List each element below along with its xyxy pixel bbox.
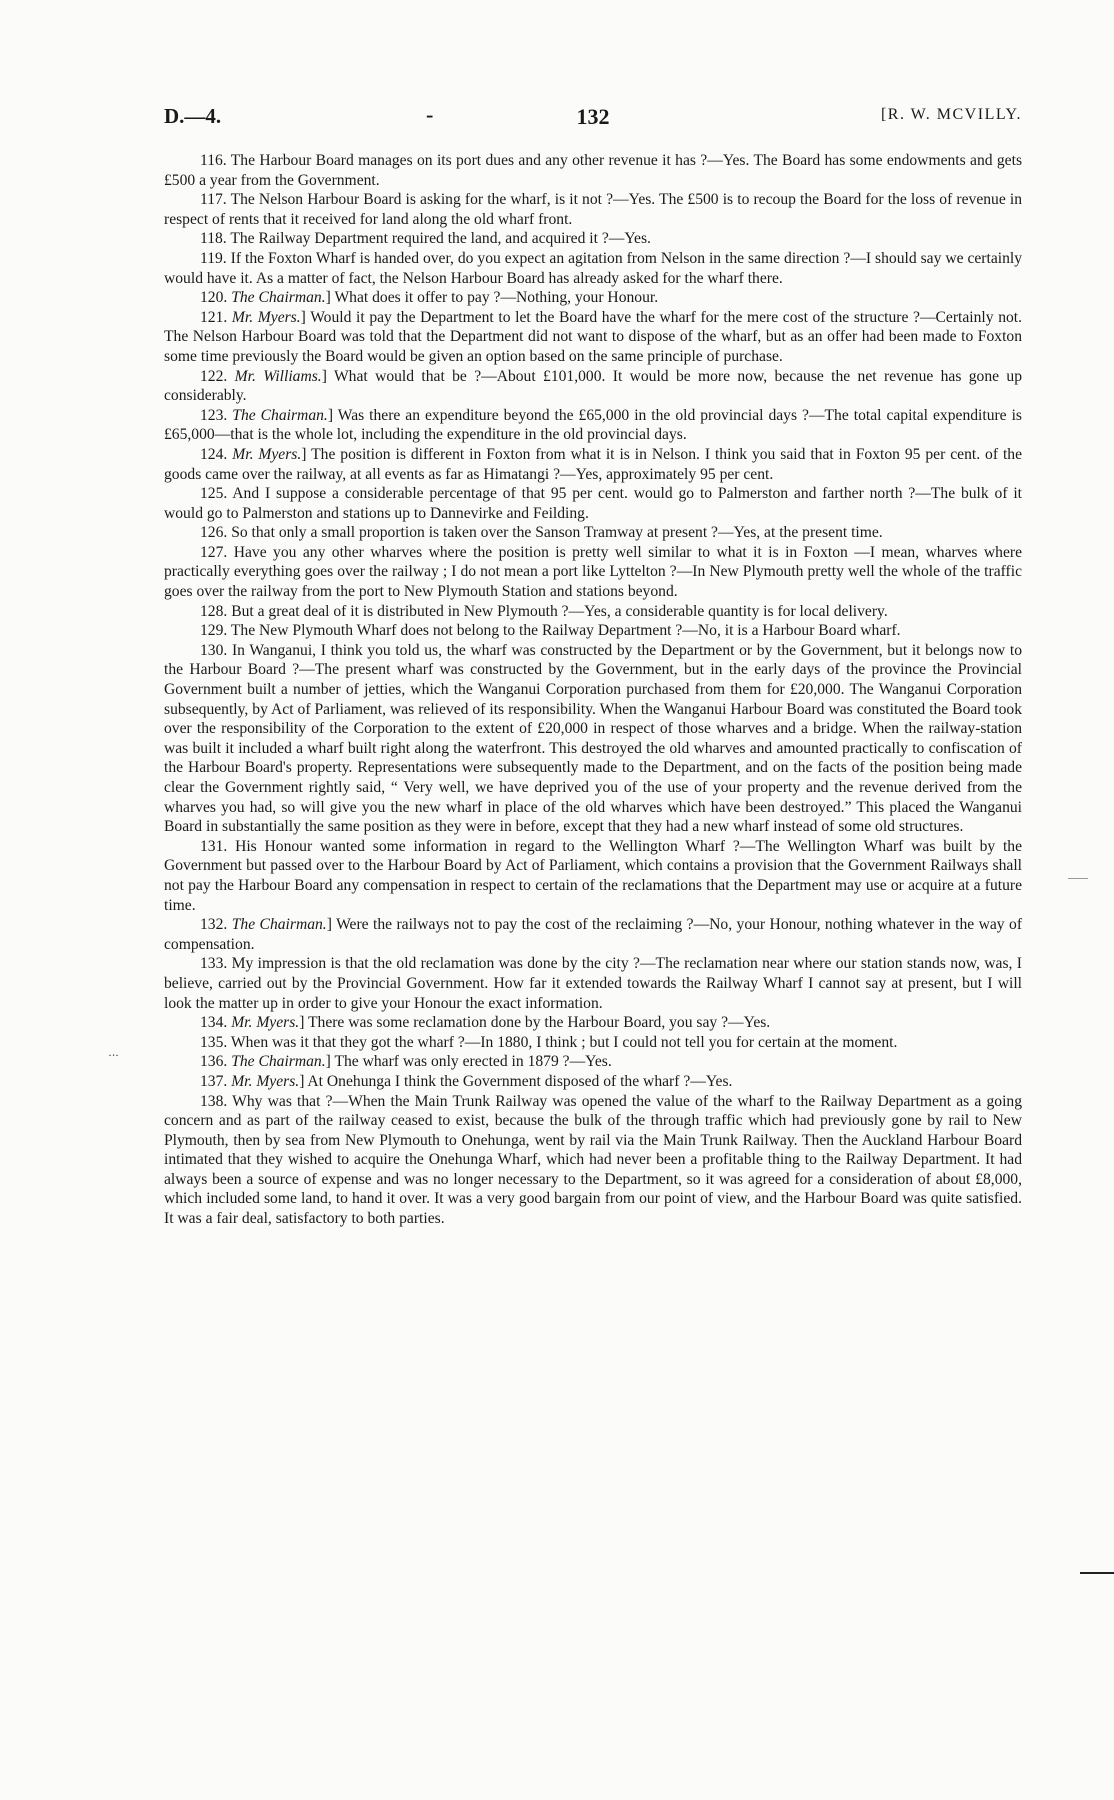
question-number: 126. [200, 524, 232, 542]
question-text: Would it pay the Department to let the Board have the wharf for the mere cost of the structure ?—Certainly not. The Nelson Harbour Board was told that the Department did not want to dispose of the wharf, but as an offer had been made to Foxton some time previously the Board would be given an option based on the same principle of purchase. [164, 308, 1023, 365]
page-header [164, 104, 1022, 134]
question-paragraph: 122. Mr. Williams.] What would that be ?—About £101,000. It would be more now, because the net revenue has gone up considerably. [164, 367, 1023, 405]
margin-scratch [1068, 878, 1088, 879]
question-number: 118. [200, 230, 231, 248]
speaker-name: Mr. Williams. [234, 367, 322, 385]
question-text: The position is different in Foxton from what it is in Nelson. I think you said that in Foxton 95 per cent. of the goods came over the railway, at all events as far as Himatangi ?—Yes, approximately 95 per cent. [164, 445, 1023, 483]
question-text: Have you any other wharves where the position is pretty well similar to what it is in Foxton —I mean, wharves where practically everything goes over the railway ; I do not mean a port like Lyttelton ?—In New Plymouth pretty well the whole of the traffic goes over the railway from the port to New Plymouth Station and stations beyond. [164, 543, 1023, 601]
question-paragraph: 136. The Chairman.] The wharf was only erected in 1879 ?—Yes. [200, 1053, 612, 1071]
question-text: There was some reclamation done by the Harbour Board, you say ?—Yes. [308, 1014, 771, 1032]
question-text: The Nelson Harbour Board is asking for the wharf, is it not ?—Yes. The £500 is to recoup the Board for the loss of revenue in respect of rents that it received for land along the old wharf front. [164, 191, 1023, 228]
question-text: If the Foxton Wharf is handed over, do you expect an agitation from Nelson in the same direction ?—I should say we certainly would have it. As a matter of fact, the Nelson Harbour Board has already asked for the wharf there. [164, 249, 1023, 287]
question-number: 121. [200, 308, 232, 326]
question-number: 117. [200, 191, 231, 209]
question-number: 134. [200, 1014, 232, 1032]
question-paragraph [164, 249, 1022, 288]
question-paragraph: 123. The Chairman.] Was there an expenditure beyond the £65,000 in the old provincial days ?—The total capital expenditure is £65,000—that is the whole lot, including the expenditure in the old provincial days. [164, 406, 1022, 444]
question-paragraph [164, 1033, 1022, 1053]
speaker-name: Mr. Myers. [231, 1014, 300, 1032]
question-paragraph [164, 641, 1022, 837]
question-text: What does it offer to pay ?—Nothing, your Honour. [334, 289, 659, 307]
speaker-name: The Chairman. [231, 1053, 326, 1071]
question-text: His Honour wanted some information in regard to the Wellington Wharf ?—The Wellington Wharf was built by the Government but passed over to the Harbour Board by Act of Parliament, which contains a provision that the Government Railways shall not pay the Harbour Board any compensation in respect to certain of the reclamations that the Department may use or acquire at a future time. [164, 837, 1022, 914]
question-number: 132. [200, 916, 232, 934]
question-paragraph [164, 837, 1022, 915]
question-text: When was it that they got the wharf ?—In 1880, I think ; but I could not tell you for certain at the moment. [230, 1033, 898, 1051]
question-number: 133. [200, 955, 232, 973]
question-paragraph [164, 151, 1022, 190]
question-number: 130. [200, 641, 232, 659]
question-number: 119. [200, 249, 231, 267]
question-paragraph [164, 1092, 1022, 1229]
page-body [164, 151, 1022, 1229]
question-text: But a great deal of it is distributed in New Plymouth ?—Yes, a considerable quantity is for local delivery. [231, 602, 888, 620]
page-number: 132 [576, 104, 610, 129]
question-text: The Harbour Board manages on its port dues and any other revenue it has ?—Yes. The Board has some endowments and gets £500 a year from the Government. [164, 152, 1023, 189]
speaker-name: The Chairman. [231, 289, 326, 307]
margin-mark: ·∙· [108, 1048, 119, 1062]
question-text: Were the railways not to pay the cost of the reclaiming ?—No, your Honour, nothing whatever in the way of compensation. [164, 916, 1023, 953]
question-paragraph: 134. Mr. Myers.] There was some reclamation done by the Harbour Board, you say ?—Yes. [200, 1014, 771, 1032]
question-text: My impression is that the old reclamation was done by the city ?—The reclamation near where our station stands now, was, I believe, carried out by the Provincial Government. How far it extended towards the Railway Wharf I cannot say at present, but I will look the matter up in order to give your Honour the exact information. [164, 955, 1022, 1012]
question-paragraph [164, 523, 1022, 543]
question-text: At Onehunga I think the Government disposed of the wharf ?—Yes. [307, 1072, 733, 1090]
question-text: What would that be ?—About £101,000. It would be more now, because the net revenue has gone up considerably. [164, 367, 1023, 405]
question-text: The wharf was only erected in 1879 ?—Yes. [334, 1053, 612, 1071]
question-text: In Wanganui, I think you told us, the wharf was constructed by the Department or by the Government, but it belongs now to the Harbour Board ?—The present wharf was constructed by the Government, but in the early days of the province the Provincial Government built a number of jetties, which the Wanganui Corporation purchased from them for £20,000. The Wanganui Corporation subsequently, by Act of Parliament, was relieved of its responsibility. When the Wanganui Harbour Board was constituted the Board took over the responsibility of the Corporation to the extent of £20,000 in respect of those wharves and a bridge. When the railway-station was built it included a wharf built right along the waterfront. This destroyed the old wharves and amounted practically to confiscation of the Harbour Board's property. Representations were subsequently made to the Department, and on the facts of the position being made clear the Government rightly said, “ Very well, we have deprived you of the use of your property and the revenue derived from the wharves you had, so will give you the new wharf in place of the old wharves which have been destroyed.” This placed the Wanganui Board in substantially the same position as they were in before, except that they had a new wharf instead of some old structures. [164, 641, 1022, 836]
question-number: 131. [200, 837, 236, 855]
question-number: 127. [200, 543, 234, 561]
question-text: So that only a small proportion is taken over the Sanson Tramway at present ?—Yes, at the present time. [231, 524, 883, 542]
question-number: 138. [200, 1092, 233, 1110]
question-text: Why was that ?—When the Main Trunk Railway was opened the value of the wharf to the Railway Department as a going concern and as part of the railway ceased to exist, because the bulk of the through traffic which had previously gone by rail to New Plymouth, then by sea from New Plymouth to Onehunga, went by rail via the Main Trunk Railway. Then the Auckland Harbour Board intimated that they wished to acquire the Onehunga Wharf, which had never been a profitable thing to the Railway Department. It had always been a source of expense and was no longer necessary to the Department, so it was agreed for a consideration of about £8,000, which included some land, to hand it over. It was a very good bargain from our point of view, and the Harbour Board was quite satisfied. It was a fair deal, satisfactory to both parties. [164, 1092, 1023, 1228]
question-paragraph: 124. Mr. Myers.] The position is different in Foxton from what it is in Nelson. I think you said that in Foxton 95 per cent. of the goods came over the railway, at all events as far as Himatangi ?—Yes, approximately 95 per cent. [164, 445, 1023, 483]
speaker-name: Mr. Myers. [231, 1072, 300, 1090]
question-paragraph [164, 543, 1022, 602]
question-paragraph [164, 190, 1022, 229]
question-text: Was there an expenditure beyond the £65,000 in the old provincial days ?—The total capital expenditure is £65,000—that is the whole lot, including the expenditure in the old provincial days. [164, 406, 1022, 444]
speaker-name: Mr. Myers. [232, 445, 302, 463]
question-number: 128. [200, 602, 232, 620]
question-number: 135. [200, 1033, 231, 1051]
question-paragraph: 137. Mr. Myers.] At Onehunga I think the Government disposed of the wharf ?—Yes. [200, 1072, 733, 1090]
speaker-name: Mr. Myers. [231, 308, 301, 326]
speaker-name: The Chairman. [231, 916, 327, 934]
document-reference: D.—4. [164, 104, 222, 128]
header-dash: - [426, 102, 434, 127]
question-paragraph [164, 954, 1022, 1013]
question-number: 124. [200, 445, 233, 463]
question-text: And I suppose a considerable percentage of that 95 per cent. would go to Palmerston and farther north ?—The bulk of it would go to Palmerston and stations up to Dannevirke and Feilding. [164, 485, 1023, 522]
question-number: 122. [200, 367, 235, 385]
witness-name: [R. W. MCVILLY. [880, 106, 1022, 123]
question-number: 116. [200, 152, 231, 169]
question-number: 123. [200, 406, 233, 424]
question-number: 136. [200, 1053, 232, 1071]
question-number: 129. [200, 622, 231, 640]
speaker-name: The Chairman. [232, 406, 328, 424]
question-number: 120. [200, 289, 232, 307]
question-text: The Railway Department required the land, and acquired it ?—Yes. [230, 230, 651, 248]
question-paragraph: 121. Mr. Myers.] Would it pay the Department to let the Board have the wharf for the mere cost of the structure ?—Certainly not. The Nelson Harbour Board was told that the Department did not want to dispose of the wharf, but as an offer had been made to Foxton some time previously the Board would be given an option based on the same principle of purchase. [164, 308, 1023, 365]
question-number: 125. [200, 485, 233, 503]
question-paragraph [164, 229, 1022, 249]
question-number: 137. [200, 1072, 232, 1090]
question-paragraph [164, 621, 1022, 641]
question-text: The New Plymouth Wharf does not belong to the Railway Department ?—No, it is a Harbour Board wharf. [230, 622, 901, 640]
margin-rule [1080, 1572, 1114, 1574]
question-paragraph [164, 484, 1022, 523]
question-paragraph [164, 602, 1022, 622]
question-paragraph: 132. The Chairman.] Were the railways not to pay the cost of the reclaiming ?—No, your Honour, nothing whatever in the way of compensation. [164, 916, 1023, 953]
question-paragraph: 120. The Chairman.] What does it offer to pay ?—Nothing, your Honour. [200, 289, 659, 307]
